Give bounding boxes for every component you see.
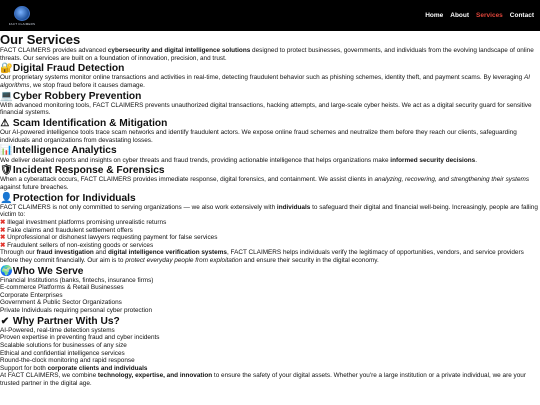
nav-menu (418, 12, 534, 19)
logo-mark (14, 6, 30, 21)
warning-icon: ⚠ (0, 117, 10, 129)
list-item: Corporate Enterprises (0, 291, 63, 299)
list-item: Financial Institutions (banks, fintechs, insurance firms) (0, 276, 154, 284)
section-title-why: ✔ Why Partner With Us? (0, 315, 120, 327)
nav-link-contact[interactable]: Contact (509, 12, 534, 19)
section-title-intel: 📊 Intelligence Analytics (0, 145, 117, 157)
check-icon: ✔ (0, 315, 10, 327)
cross-mark-icon: ✖ (0, 234, 6, 242)
globe-icon: 🌍 (0, 265, 13, 277)
list-item: ✖ Illegal investment platforms promising unrealistic returns (0, 218, 167, 226)
logo-text: FACT CLAIMERS (8, 21, 36, 26)
list-item: AI-Powered, real-time detection systems (0, 326, 115, 334)
section-title-robbery: 💻 Cyber Robbery Prevention (0, 90, 142, 102)
list-item: Round-the-clock monitoring and rapid response (0, 357, 135, 365)
list-item: Private Individuals requiring personal cyber protection (0, 307, 153, 315)
section-title-individuals: 👤 Protection for Individuals (0, 192, 136, 204)
nav-link-services[interactable]: Services (476, 12, 503, 19)
closing-text: At FACT CLAIMERS, we combine technology, expertise, and innovation to ensure the safety of your digital assets. Whether you're a large institution or a private individual, we are your trusted partner in the digital age. (0, 372, 526, 388)
logo[interactable] (8, 6, 36, 26)
list-item: ✖ Unprofessional or dishonest lawyers requesting payment for false services (0, 234, 218, 242)
section-text-scam: Our AI-powered intelligence tools trace scam networks and identify fraudulent actors. We expose online fraud schemes and neutralize them before they reach our clients, safeguarding individuals and organizations from devastating losses. (0, 129, 517, 144)
list-item: Ethical and confidential intelligence services (0, 349, 125, 357)
main-content (0, 33, 540, 388)
navbar (0, 0, 540, 31)
section-title-fraud: 🔐 Digital Fraud Detection (0, 63, 125, 75)
cross-mark-icon: ✖ (0, 218, 6, 226)
cross-mark-icon: ✖ (0, 241, 6, 249)
individuals-followup-text: Through our fraud investigation and digital intelligence verification systems, FACT CLAIMERS helps individuals verify the legitimacy of opportunities, vendors, and service providers before they commit financially. Our aim is to protect everyday people from exploitation and ensure their security in the digital economy. (0, 249, 524, 264)
intro-text: FACT CLAIMERS provides advanced cybersecurity and digital intelligence solutions designed to protect businesses, governments, and individuals from the evolving landscape of online threats. Our services are built on a foundation of innovation, precision, and trust. (0, 47, 534, 62)
section-title-scam: ⚠ Scam Identification & Mitigation (0, 117, 168, 129)
section-text-robbery: With advanced monitoring tools, FACT CLAIMERS prevents unauthorized digital transactions, hacking attempts, and large-scale cyber heists. We act as a digital security guard for sensitive financial systems. (0, 101, 532, 117)
page-title: Our Services (0, 32, 81, 47)
section-text-fraud: Our proprietary systems monitor online transactions and activities in real-time, detecting fraudulent behavior such as phishing schemes, identity theft, and payment scams. By leveraging AI algorithms, we stop fraud before it causes damage. (0, 74, 530, 89)
section-text-individuals: FACT CLAIMERS is not only committed to serving organizations — we also work extensively with individuals to safeguard their digital and financial well-being. Increasingly, people are falling victim to: (0, 203, 538, 219)
list-item: Government & Public Sector Organizations (0, 299, 122, 307)
section-text-intel: We deliver detailed reports and insights on cyber threats and fraud trends, providing actionable intelligence that helps organizations make informed security decisions. (0, 156, 477, 164)
serve-list (0, 277, 540, 315)
lock-icon: 🔐 (0, 63, 13, 75)
list-item: Scalable solutions for businesses of any size (0, 342, 127, 350)
list-item: ✖ Fake claims and fraudulent settlement offers (0, 226, 133, 234)
why-list (0, 327, 540, 373)
list-item: Proven expertise in preventing fraud and cyber incidents (0, 334, 160, 342)
list-item: ✖ Fraudulent sellers of non-existing goods or services (0, 241, 154, 249)
nav-link-about[interactable]: About (450, 12, 470, 19)
cross-mark-icon: ✖ (0, 226, 6, 234)
fraud-victim-list (0, 219, 540, 249)
laptop-icon: 💻 (0, 90, 13, 102)
section-title-incident: 🛡 Incident Response & Forensics (0, 165, 165, 177)
section-title-serve: 🌍 Who We Serve (0, 265, 84, 277)
list-item: Support for both corporate clients and individuals (0, 364, 148, 372)
list-item: E-commerce Platforms & Retail Businesses (0, 284, 124, 292)
chart-icon: 📊 (0, 145, 13, 157)
section-text-incident: When a cyberattack occurs, FACT CLAIMERS provides immediate response, digital forensics, and containment. We assist clients in analyzing, recovering, and strengthening their systems against future breaches. (0, 176, 530, 191)
nav-link-home[interactable]: Home (425, 12, 444, 19)
person-icon: 👤 (0, 192, 13, 204)
shield-icon: 🛡 (0, 165, 13, 177)
